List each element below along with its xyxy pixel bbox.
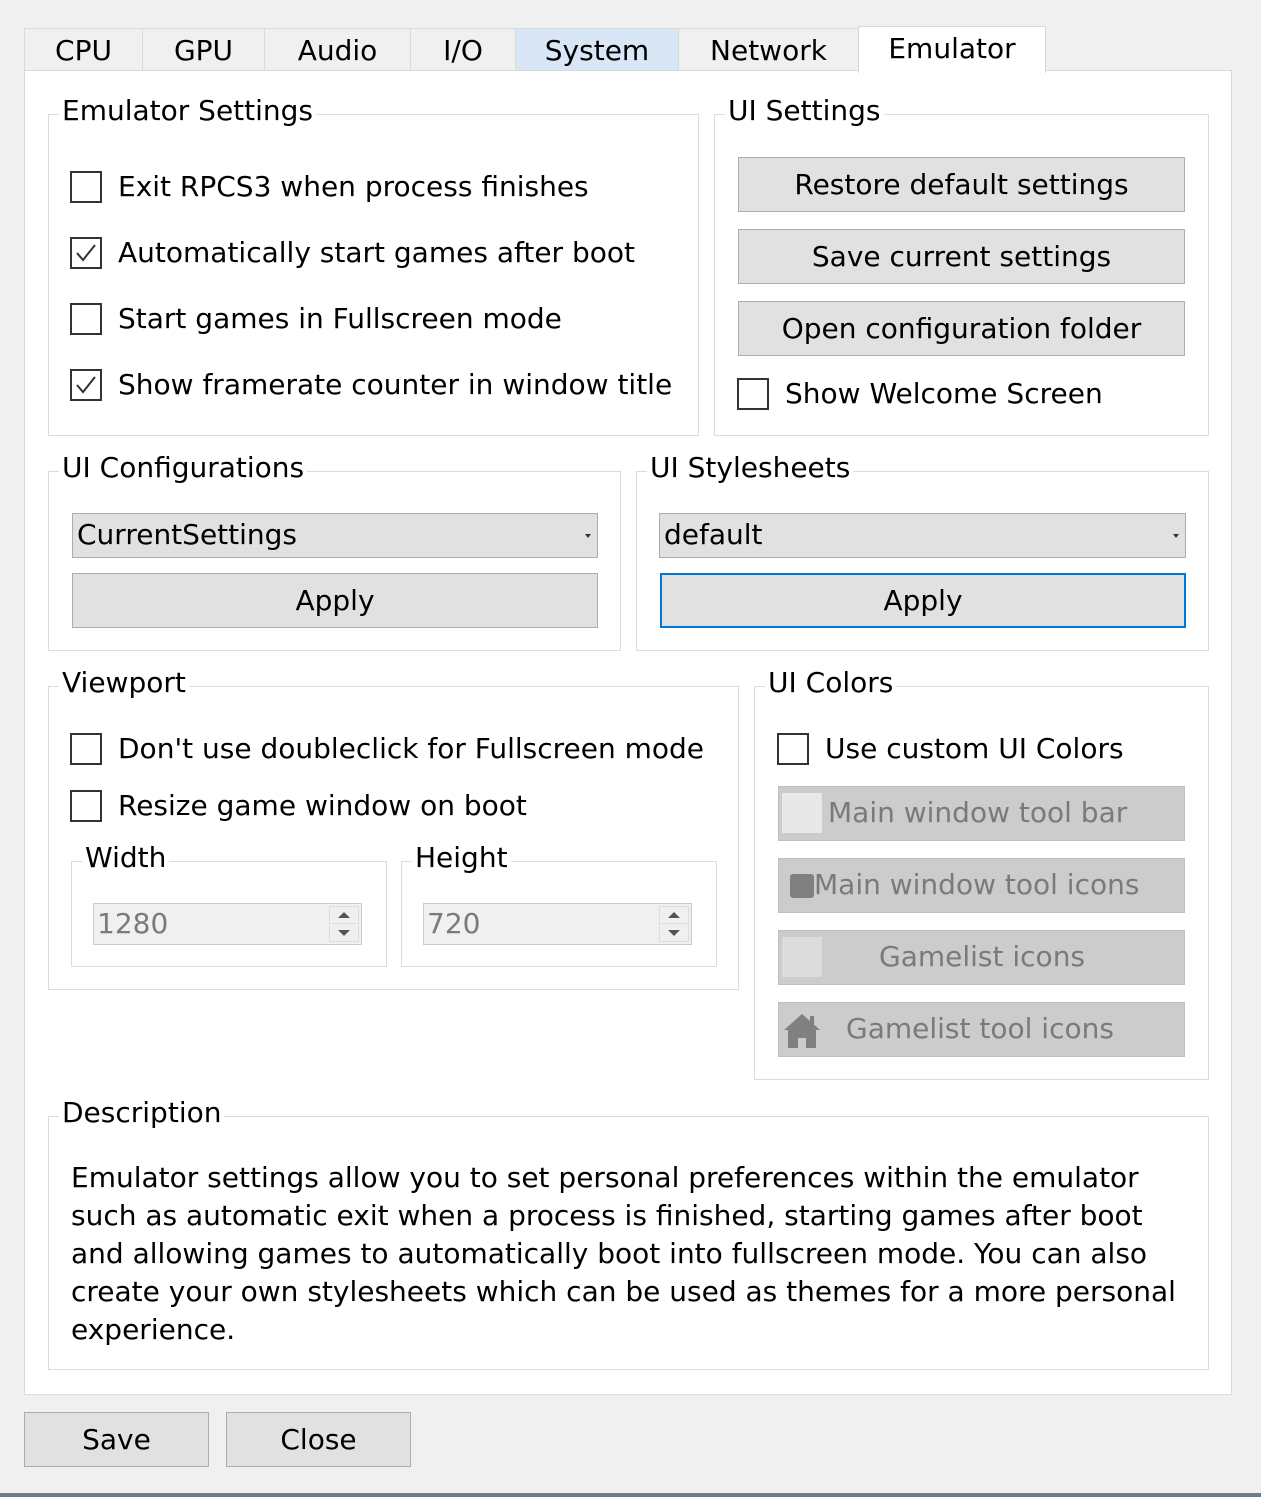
save-button[interactable]: Save xyxy=(24,1412,209,1467)
button-label: Gamelist tool icons xyxy=(846,1012,1114,1045)
checkbox[interactable] xyxy=(737,378,769,410)
description-text: Emulator settings allow you to set personal preferences within the emulator such as automatic exit when a process is finished, starting games after boot and allowing games to automatically boot into fullscreen mode. You can also create your own stylesheets which can be used as themes for a more personal experience. xyxy=(71,1161,1176,1346)
ui-stylesheets-group xyxy=(636,451,1209,651)
tab-label: CPU xyxy=(55,34,112,67)
option-label: Start games in Fullscreen mode xyxy=(118,302,562,335)
window-bottom-edge xyxy=(0,1493,1261,1497)
group-title: UI Stylesheets xyxy=(647,451,853,485)
option-label: Don't use doubleclick for Fullscreen mode xyxy=(118,732,705,765)
checkbox[interactable] xyxy=(70,171,102,203)
apply-stylesheet-button[interactable]: Apply xyxy=(660,573,1186,628)
arrow-down-icon xyxy=(668,930,680,936)
selected-value: default xyxy=(664,518,763,551)
tab-label: I/O xyxy=(443,34,483,67)
restore-default-settings-button[interactable]: Restore default settings xyxy=(738,157,1185,212)
show-welcome-screen-option[interactable] xyxy=(737,377,1103,410)
option-label: Show Welcome Screen xyxy=(785,377,1103,410)
spin-value: 720 xyxy=(427,907,481,940)
button-label: Main window tool icons xyxy=(814,868,1140,901)
tab-io[interactable] xyxy=(410,28,515,73)
tab-bar xyxy=(24,26,1046,71)
checkbox[interactable] xyxy=(777,733,809,765)
color-swatch xyxy=(782,937,822,977)
tab-label: GPU xyxy=(173,34,234,67)
option-label: Resize game window on boot xyxy=(118,789,527,822)
option-label: Automatically start games after boot xyxy=(118,236,635,269)
viewport-group xyxy=(48,666,739,990)
checkbox[interactable] xyxy=(70,733,102,765)
tab-label: System xyxy=(544,34,650,67)
main-window-tool-icons-color-button[interactable] xyxy=(778,858,1185,913)
option-label: Use custom UI Colors xyxy=(825,732,1124,765)
close-button[interactable]: Close xyxy=(226,1412,411,1467)
option-label: Exit RPCS3 when process finishes xyxy=(118,170,589,203)
tab-label: Network xyxy=(710,34,827,67)
fullscreen-start-option[interactable] xyxy=(70,302,562,335)
tab-cpu[interactable] xyxy=(24,28,142,73)
group-title: Description xyxy=(59,1096,224,1130)
tab-panel-emulator xyxy=(24,70,1232,1395)
open-configuration-folder-button[interactable]: Open configuration folder xyxy=(738,301,1185,356)
description-group xyxy=(48,1096,1209,1370)
tab-emulator[interactable] xyxy=(858,26,1046,73)
spin-buttons xyxy=(659,906,689,942)
button-label: Gamelist icons xyxy=(879,940,1086,973)
no-doubleclick-fullscreen-option[interactable] xyxy=(70,732,704,765)
dropdown-arrow-icon xyxy=(585,534,591,538)
group-title: UI Settings xyxy=(725,94,884,128)
main-window-toolbar-color-button[interactable] xyxy=(778,786,1185,841)
selected-value: CurrentSettings xyxy=(77,518,298,551)
group-title: Width xyxy=(82,841,169,875)
color-swatch xyxy=(790,874,814,898)
home-icon xyxy=(782,1012,822,1050)
button-label: Main window tool bar xyxy=(828,796,1128,829)
checkbox[interactable] xyxy=(70,303,102,335)
option-label: Show framerate counter in window title xyxy=(118,368,673,401)
group-title: UI Configurations xyxy=(59,451,307,485)
ui-settings-group xyxy=(714,94,1209,436)
gamelist-icons-color-button[interactable] xyxy=(778,930,1185,985)
checkbox[interactable] xyxy=(70,790,102,822)
dropdown-arrow-icon xyxy=(1173,534,1179,538)
group-title: Height xyxy=(412,841,511,875)
ui-configurations-group xyxy=(48,451,621,651)
width-group xyxy=(71,841,387,967)
spin-up-button[interactable] xyxy=(660,907,688,924)
spin-down-button[interactable] xyxy=(330,925,358,942)
tab-network[interactable] xyxy=(678,28,858,73)
autostart-games-option[interactable] xyxy=(70,236,635,269)
spin-buttons xyxy=(329,906,359,942)
tab-label: Audio xyxy=(297,34,378,67)
color-swatch xyxy=(782,793,822,833)
exit-on-finish-option[interactable] xyxy=(70,170,589,203)
use-custom-colors-option[interactable] xyxy=(777,732,1124,765)
group-title: Viewport xyxy=(59,666,189,700)
tab-label: Emulator xyxy=(888,32,1016,65)
save-current-settings-button[interactable]: Save current settings xyxy=(738,229,1185,284)
width-spinbox[interactable] xyxy=(93,903,362,945)
gamelist-tool-icons-color-button[interactable] xyxy=(778,1002,1185,1057)
arrow-up-icon xyxy=(668,912,680,918)
configuration-select[interactable] xyxy=(72,513,598,558)
arrow-down-icon xyxy=(338,930,350,936)
resize-window-on-boot-option[interactable] xyxy=(70,789,527,822)
spin-up-button[interactable] xyxy=(330,907,358,924)
checkbox-checked[interactable] xyxy=(70,237,102,269)
spin-value: 1280 xyxy=(97,907,169,940)
tab-system[interactable] xyxy=(515,28,678,73)
stylesheet-select[interactable] xyxy=(659,513,1186,558)
framerate-counter-option[interactable] xyxy=(70,368,672,401)
height-spinbox[interactable] xyxy=(423,903,692,945)
height-group xyxy=(401,841,717,967)
arrow-up-icon xyxy=(338,912,350,918)
tab-audio[interactable] xyxy=(264,28,410,73)
apply-configuration-button[interactable]: Apply xyxy=(72,573,598,628)
group-title: UI Colors xyxy=(765,666,896,700)
tab-gpu[interactable] xyxy=(142,28,264,73)
emulator-settings-group xyxy=(48,94,699,436)
checkmark-icon xyxy=(75,375,97,395)
group-title: Emulator Settings xyxy=(59,94,316,128)
ui-colors-group xyxy=(754,666,1209,1080)
spin-down-button[interactable] xyxy=(660,925,688,942)
checkmark-icon xyxy=(75,243,97,263)
checkbox-checked[interactable] xyxy=(70,369,102,401)
